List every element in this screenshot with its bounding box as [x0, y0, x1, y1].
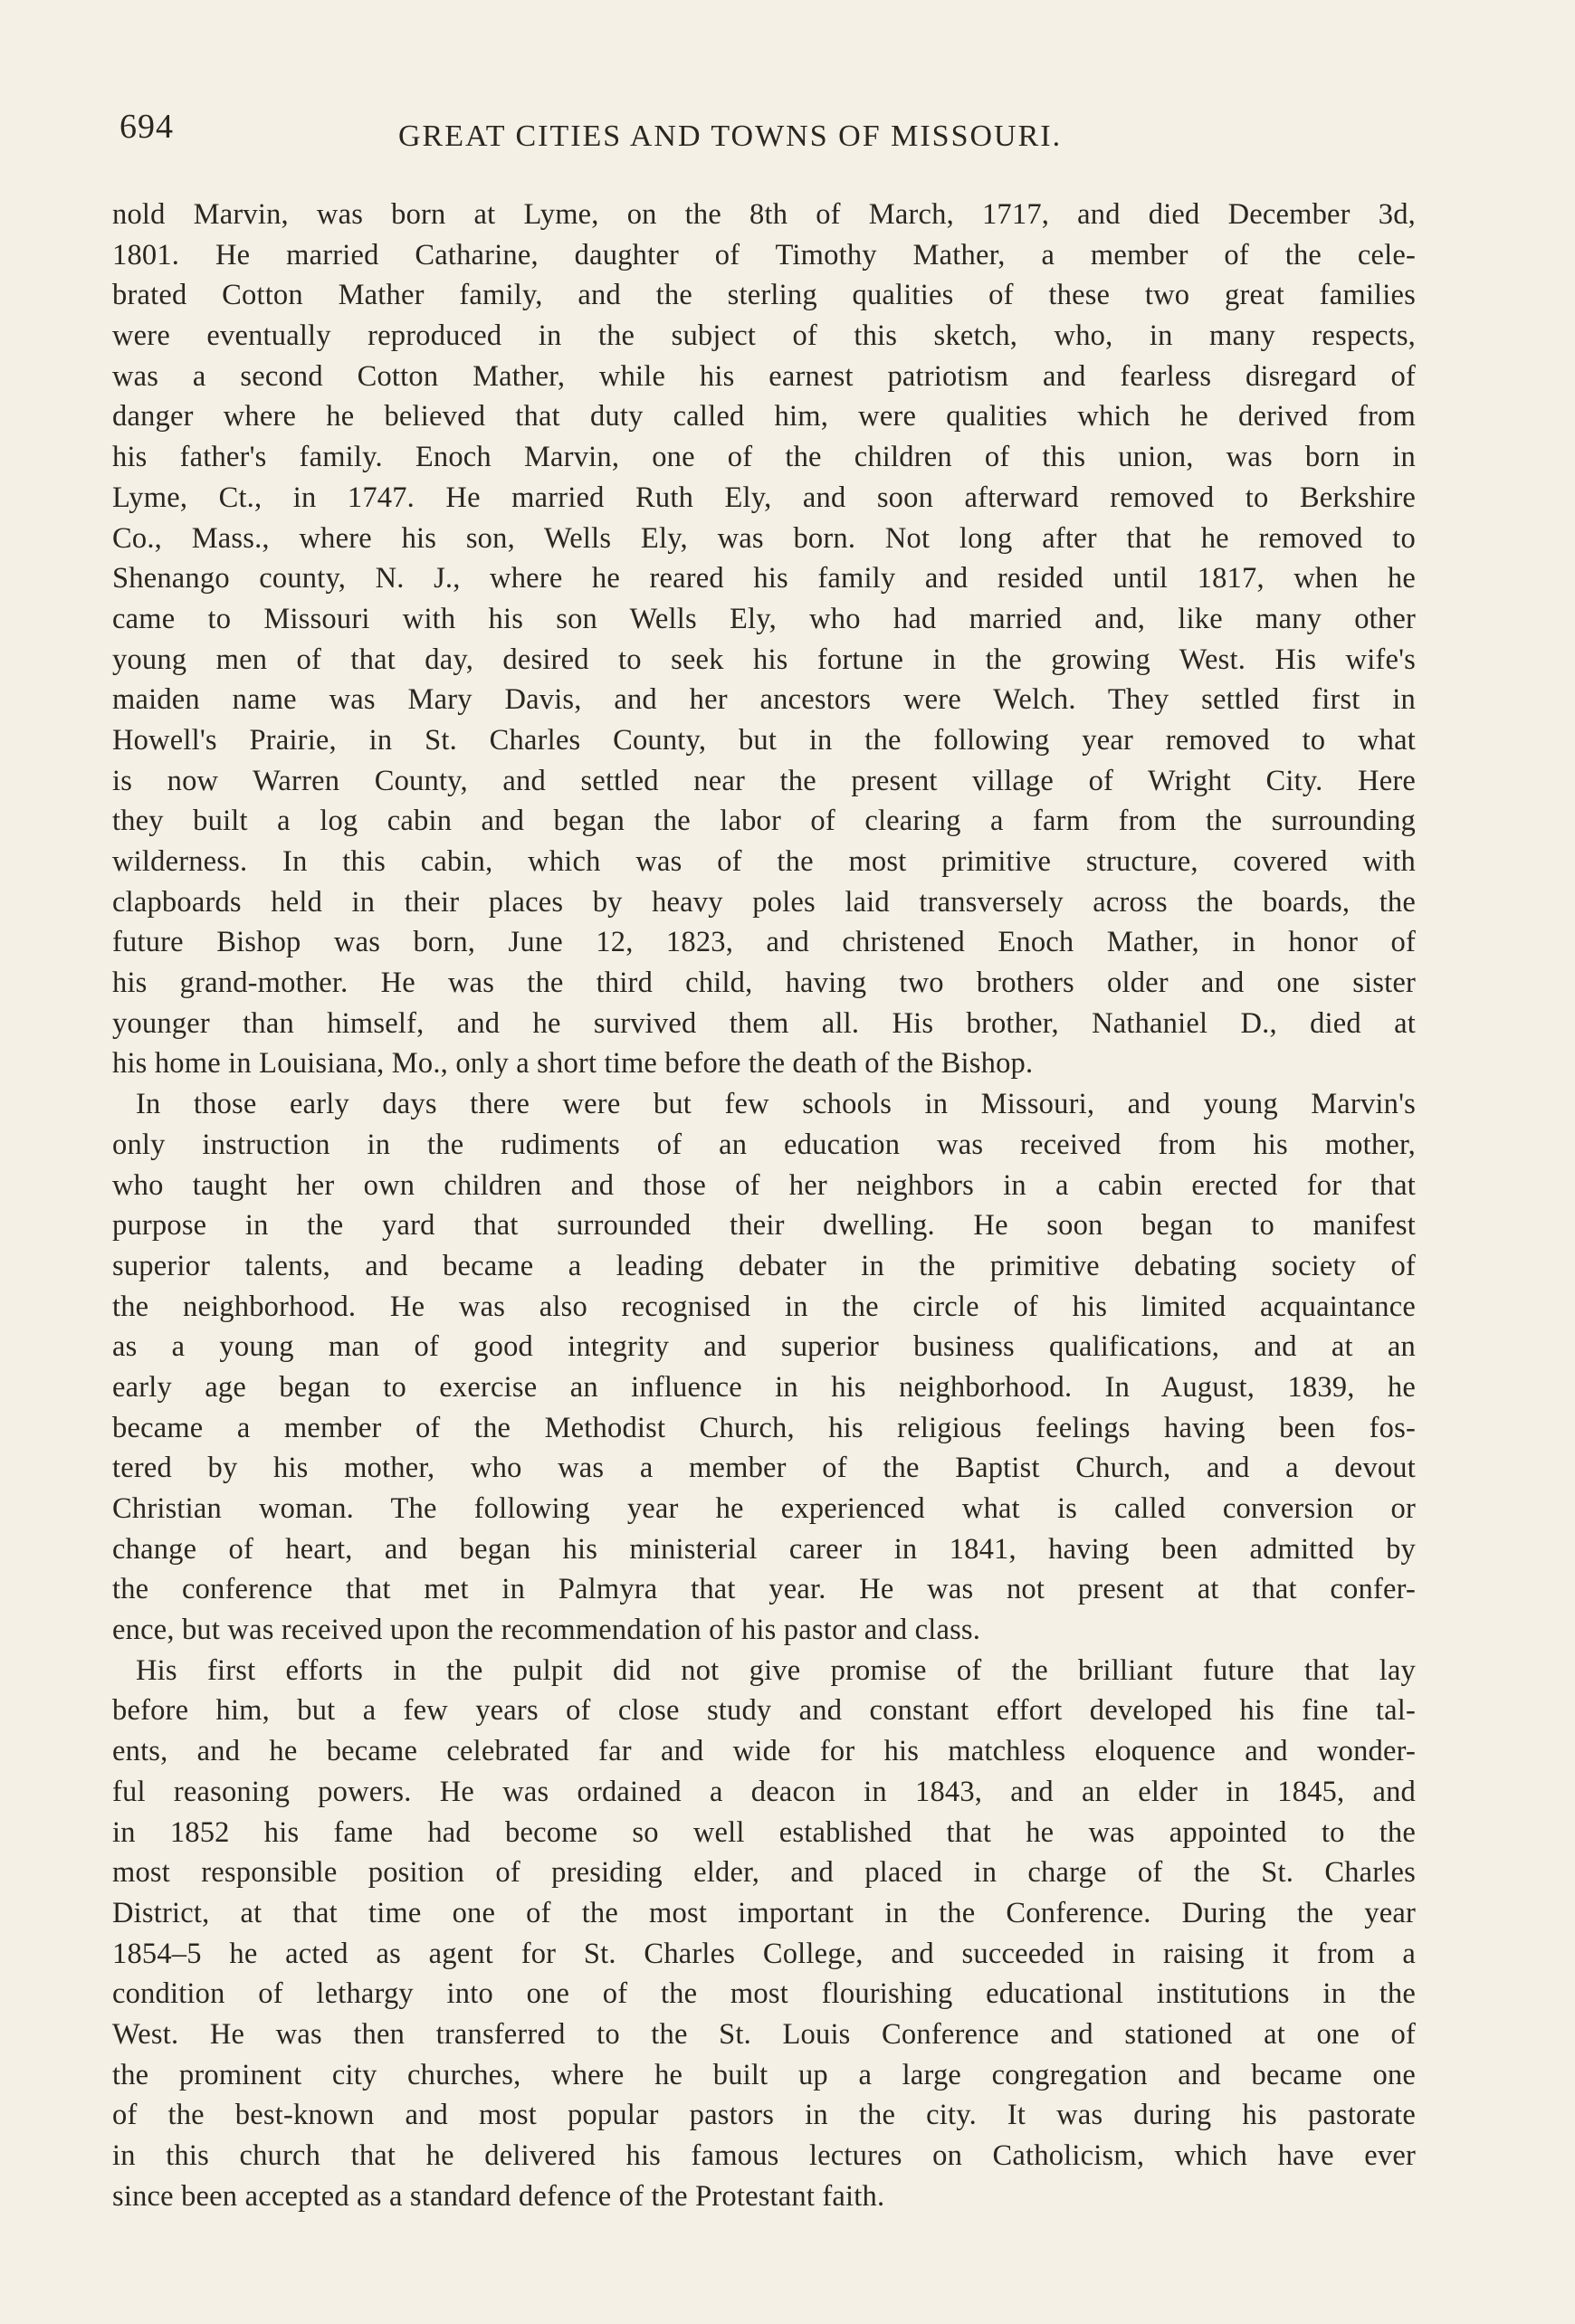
paragraph	[112, 1651, 1416, 2217]
text-line: danger where he believed that duty called him, were qualities which he derived from	[112, 400, 1416, 433]
paragraph	[112, 195, 1416, 1084]
text-line: tered by his mother, who was a member of the Baptist Church, and a devout	[112, 1452, 1416, 1485]
text-line: is now Warren County, and settled near the present village of Wright City. Here	[112, 764, 1416, 797]
text-line: most responsible position of presiding elder, and placed in charge of the St. Charles	[112, 1856, 1416, 1890]
text-line: ful reasoning powers. He was ordained a deacon in 1843, and an elder in 1845, and	[112, 1775, 1416, 1808]
page-header	[119, 107, 1423, 161]
text-line: Lyme, Ct., in 1747. He married Ruth Ely, and soon afterward removed to Berkshire	[112, 481, 1416, 514]
text-line: maiden name was Mary Davis, and her ancestors were Welch. They settled first in	[112, 683, 1416, 717]
text-line: His first efforts in the pulpit did not give promise of the brilliant future that lay	[136, 1653, 1416, 1687]
text-line: the conference that met in Palmyra that year. He was not present at that confer-	[112, 1573, 1416, 1606]
text-line: the neighborhood. He was also recognised in the circle of his limited acquaintance	[112, 1290, 1416, 1323]
text-line: younger than himself, and he survived them all. His brother, Nathaniel D., died at	[112, 1006, 1416, 1040]
running-head: GREAT CITIES AND TOWNS OF MISSOURI.	[398, 119, 1063, 153]
text-line: Howell's Prairie, in St. Charles County, but in the following year removed to what	[112, 723, 1416, 757]
text-line: was a second Cotton Mather, while his earnest patriotism and fearless disregard of	[112, 359, 1416, 393]
text-line: Christian woman. The following year he experienced what is called conversion or	[112, 1492, 1416, 1525]
text-line: before him, but a few years of close study and constant effort developed his fine tal-	[112, 1694, 1416, 1728]
page-number: 694	[119, 108, 174, 146]
text-line: ents, and he became celebrated far and wide for his matchless eloquence and wonder-	[112, 1735, 1416, 1768]
text-line: as a young man of good integrity and superior business qualifications, and at an	[112, 1330, 1416, 1364]
text-line: they built a log cabin and began the labor of clearing a farm from the surrounding	[112, 805, 1416, 838]
text-line: superior talents, and became a leading debater in the primitive debating society of	[112, 1249, 1416, 1282]
text-line: who taught her own children and those of her neighbors in a cabin erected for that	[112, 1168, 1416, 1202]
text-line: his father's family. Enoch Marvin, one of the children of this union, was born in	[112, 441, 1416, 474]
text-line: ence, but was received upon the recommendation of his pastor and class.	[112, 1614, 981, 1647]
text-line: his grand-mother. He was the third child, having two brothers older and one sister	[112, 967, 1416, 1000]
text-line: came to Missouri with his son Wells Ely, who had married and, like many other	[112, 602, 1416, 635]
text-line: in 1852 his fame had become so well established that he was appointed to the	[112, 1815, 1416, 1849]
text-line: his home in Louisiana, Mo., only a short time before the death of the Bishop.	[112, 1047, 1034, 1081]
text-line: only instruction in the rudiments of an education was received from his mother,	[112, 1128, 1416, 1161]
text-line: In those early days there were but few schools in Missouri, and young Marvin's	[136, 1088, 1416, 1121]
body-text	[112, 195, 1416, 2216]
text-line: clapboards held in their places by heavy poles laid transversely across the boards, the	[112, 885, 1416, 919]
text-line: the prominent city churches, where he built up a large congregation and became one	[112, 2058, 1416, 2091]
text-line: 1801. He married Catharine, daughter of Timothy Mather, a member of the cele-	[112, 238, 1416, 271]
text-line: change of heart, and began his ministerial career in 1841, having been admitted by	[112, 1532, 1416, 1566]
text-line: since been accepted as a standard defence of the Protestant faith.	[112, 2179, 885, 2213]
text-line: purpose in the yard that surrounded their dwelling. He soon began to manifest	[112, 1209, 1416, 1243]
text-line: West. He was then transferred to the St. Louis Conference and stationed at one of	[112, 2017, 1416, 2051]
text-line: future Bishop was born, June 12, 1823, and christened Enoch Mather, in honor of	[112, 926, 1416, 959]
text-line: young men of that day, desired to seek his fortune in the growing West. His wife's	[112, 643, 1416, 676]
text-line: in this church that he delivered his famous lectures on Catholicism, which have ever	[112, 2139, 1416, 2172]
text-line: early age began to exercise an influence in his neighborhood. In August, 1839, he	[112, 1370, 1416, 1404]
text-line: condition of lethargy into one of the most flourishing educational institutions in the	[112, 1977, 1416, 2011]
text-line: were eventually reproduced in the subject of this sketch, who, in many respects,	[112, 319, 1416, 353]
text-line: of the best-known and most popular pastors in the city. It was during his pastorate	[112, 2099, 1416, 2132]
text-line: Shenango county, N. J., where he reared his family and resided until 1817, when he	[112, 562, 1416, 595]
text-line: became a member of the Methodist Church, his religious feelings having been fos-	[112, 1411, 1416, 1444]
paragraph	[112, 1084, 1416, 1651]
text-line: Co., Mass., where his son, Wells Ely, was born. Not long after that he removed to	[112, 521, 1416, 555]
text-line: 1854–5 he acted as agent for St. Charles College, and succeeded in raising it from a	[112, 1937, 1416, 1970]
text-line: District, at that time one of the most important in the Conference. During the year	[112, 1896, 1416, 1929]
text-line: wilderness. In this cabin, which was of the most primitive structure, covered with	[112, 845, 1416, 878]
text-line: nold Marvin, was born at Lyme, on the 8th of March, 1717, and died December 3d,	[112, 198, 1416, 231]
text-line: brated Cotton Mather family, and the sterling qualities of these two great families	[112, 279, 1416, 312]
